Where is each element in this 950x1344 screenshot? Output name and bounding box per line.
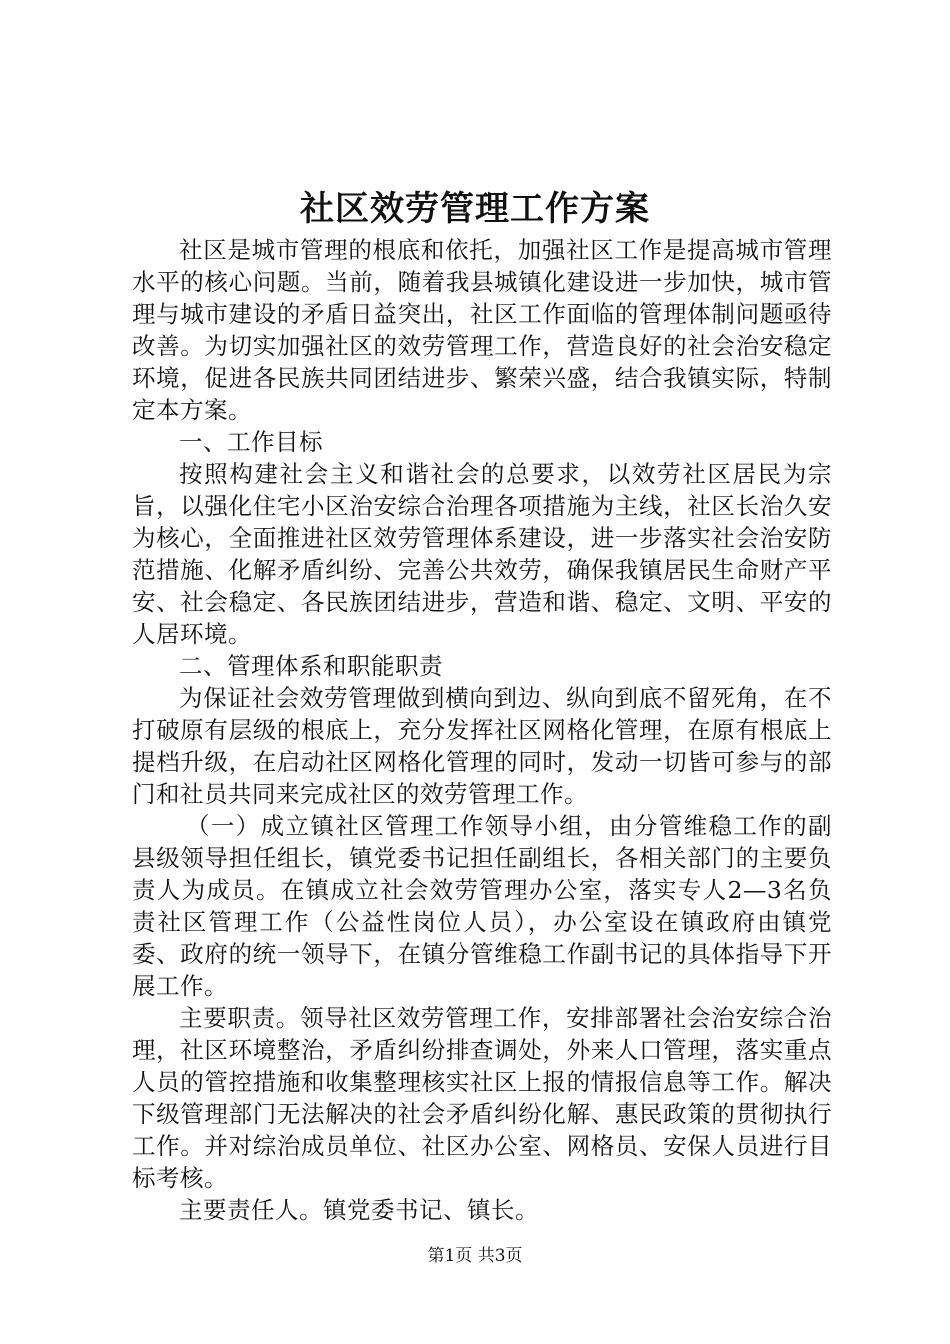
paragraph-goals: 按照构建社会主义和谐社会的总要求，以效劳社区居民为宗旨，以强化住宅小区治安综合治理各项措施为主线，社区长治久安为核心，全面推进社区效劳管理体系建设，进一步落实社会治安防范措施、化解矛盾纠纷、完善公共效劳，确保我镇居民生命财产平安、社会稳定、各民族团结进步，营造和谐、稳定、文明、平安的人居环境。 xyxy=(132,460,832,648)
section-heading-goals: 一、工作目标 xyxy=(179,428,323,456)
paragraph-system: 为保证社会效劳管理做到横向到边、纵向到底不留死角，在不打破原有层级的根底上，充分发挥社区网格化管理，在原有根底上提档升级，在启动社区网格化管理的同时，发动一切皆可参与的部门和社员共同来完成社区的效劳管理工作。 xyxy=(132,684,832,808)
paragraph-leading-group: （一）成立镇社区管理工作领导小组，由分管维稳工作的副县级领导担任组长，镇党委书记担任副组长，各相关部门的主要负责人为成员。在镇成立社会效劳管理办公室，落实专人2—3名负责社区管理工作（公益性岗位人员），办公室设在镇政府由镇党委、政府的统一领导下，在镇分管维稳工作副书记的具体指导下开展工作。 xyxy=(132,812,832,1000)
paragraph-intro: 社区是城市管理的根底和依托，加强社区工作是提高城市管理水平的核心问题。当前，随着我县城镇化建设进一步加快，城市管理与城市建设的矛盾日益突出，社区工作面临的管理体制问题亟待改善。为切实加强社区的效劳管理工作，营造良好的社会治安稳定环境，促进各民族共同团结进步、繁荣兴盛，结合我镇实际，特制定本方案。 xyxy=(132,236,832,424)
document-body xyxy=(132,234,832,1226)
paragraph-main-duties: 主要职责。领导社区效劳管理工作，安排部署社会治安综合治理，社区环境整治，矛盾纠纷排查调处，外来人口管理，落实重点人员的管控措施和收集整理核实社区上报的情报信息等工作。解决下级管理部门无法解决的社会矛盾纠纷化解、惠民政策的贯彻执行工作。并对综治成员单位、社区办公室、网格员、安保人员进行目标考核。 xyxy=(132,1004,832,1192)
section-heading-system: 二、管理体系和职能职责 xyxy=(179,652,443,680)
page-footer: 第1页 共3页 xyxy=(427,1246,523,1266)
document-title: 社区效劳管理工作方案 xyxy=(300,189,650,229)
paragraph-responsible-person: 主要责任人。镇党委书记、镇长。 xyxy=(179,1196,539,1224)
